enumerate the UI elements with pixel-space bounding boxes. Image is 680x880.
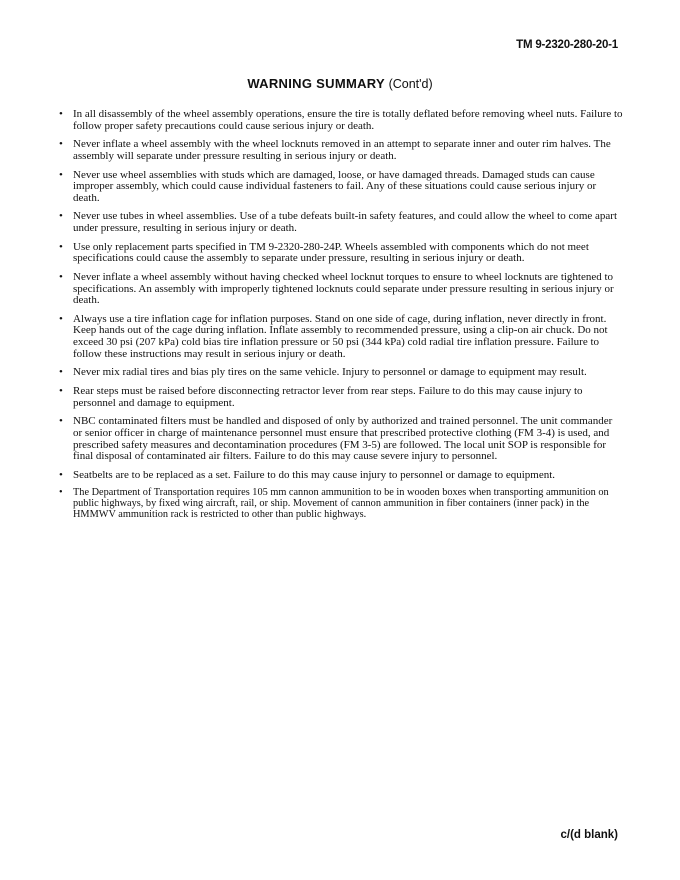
warning-list (57, 109, 623, 527)
warning-item (57, 170, 623, 205)
warning-text: Never use tubes in wheel assemblies. Use of a tube defeats built-in safety features, and could allow the wheel to come apart under pressure, resulting in serious injury or death. (73, 210, 618, 235)
document-number: TM 9-2320-280-20-1 (516, 39, 618, 51)
warning-item (57, 109, 623, 132)
warning-text: Use only replacement parts specified in TM 9-2320-280-24P. Wheels assembled with components which do not meet specifications could cause the assembly to separate under pressure, resulting in serious injury or death. (73, 240, 589, 265)
warning-text: NBC contaminated filters must be handled and disposed of only by authorized and trained personnel. The unit commander or senior officer in charge of maintenance personnel must ensure that prescribed protective clothing (FM 3-4) is used, and prescribed safety measures and decontamination procedures (FM 3-5) are followed. The local unit SOP is responsible for final disposal of contaminated air filters. Failure to do this may cause severe injury to personnel. (73, 415, 613, 463)
warning-text: Never use wheel assemblies with studs which are damaged, loose, or have damaged threads. Damaged studs can cause improper assembly, which could cause individual fasteners to fail. Any of these situations could cause serious injury or death. (73, 168, 597, 204)
warning-text: In all disassembly of the wheel assembly operations, ensure the tire is totally deflated before removing wheel nuts. Failure to follow proper safety precautions could cause serious injury or death. (73, 108, 623, 132)
title-continued: (Cont'd) (388, 77, 433, 91)
warning-item (57, 470, 623, 482)
warning-item (57, 272, 623, 307)
bullet-icon: • (59, 468, 63, 481)
bullet-icon: • (59, 271, 63, 283)
bullet-icon: • (59, 108, 63, 120)
warning-item (57, 367, 623, 379)
warning-text: Never inflate a wheel assembly without having checked wheel locknut torques to ensure to wheel locknuts are tightened to specifications. An assembly with improperly tightened locknuts could separate under pressure resulting in serious injury or death. (73, 271, 614, 307)
warning-text: Rear steps must be raised before disconnecting retractor lever from rear steps. Failure to do this may cause injury to personnel and damage to equipment. (73, 385, 583, 409)
warning-item (57, 211, 623, 234)
bullet-icon: • (59, 312, 63, 325)
bullet-icon: • (59, 366, 63, 379)
warning-item (57, 314, 623, 360)
warning-text: Never inflate a wheel assembly with the wheel locknuts removed in an attempt to separate inner and outer rim halves. The assembly will separate under pressure resulting in serious injury or death. (73, 138, 611, 162)
warning-item (57, 488, 623, 520)
title-main: WARNING SUMMARY (247, 76, 385, 91)
warning-text: Never mix radial tires and bias ply tires on the same vehicle. Injury to personnel or damage to equipment may result. (73, 366, 587, 379)
bullet-icon: • (59, 415, 63, 428)
warning-item (57, 416, 623, 462)
warning-text: The Department of Transportation requires 105 mm cannon ammunition to be in wooden boxes when transporting ammunition on public highways, by fixed wing aircraft, rail, or ship. Movement of cannon ammunition in fiber containers (inner pack) in the HMMWV ammunition rack is restricted to other than public highways. (73, 487, 609, 520)
warning-item (57, 242, 623, 265)
bullet-icon: • (59, 385, 63, 398)
bullet-icon: • (59, 210, 63, 223)
warning-item (57, 139, 623, 162)
page-title (0, 76, 680, 91)
bullet-icon: • (59, 168, 63, 181)
bullet-icon: • (59, 240, 63, 253)
warning-text: Seatbelts are to be replaced as a set. Failure to do this may cause injury to personnel or damage to equipment. (73, 468, 556, 481)
warning-text: Always use a tire inflation cage for inflation purposes. Stand on one side of cage, during inflation, never directly in front. Keep hands out of the cage during inflation. Inflate assembly to recommended pressure, using a clip-on air chuck. Do not exceed 30 psi (207 kPa) cold bias tire inflation pressure or 50 psi (344 kPa) cold radial tire inflation pressure. Failure to follow these instructions may result in serious injury or death. (73, 312, 608, 360)
page-number: c/(d blank) (560, 829, 618, 841)
warning-item (57, 386, 623, 409)
bullet-icon: • (59, 487, 63, 499)
bullet-icon: • (59, 138, 63, 151)
